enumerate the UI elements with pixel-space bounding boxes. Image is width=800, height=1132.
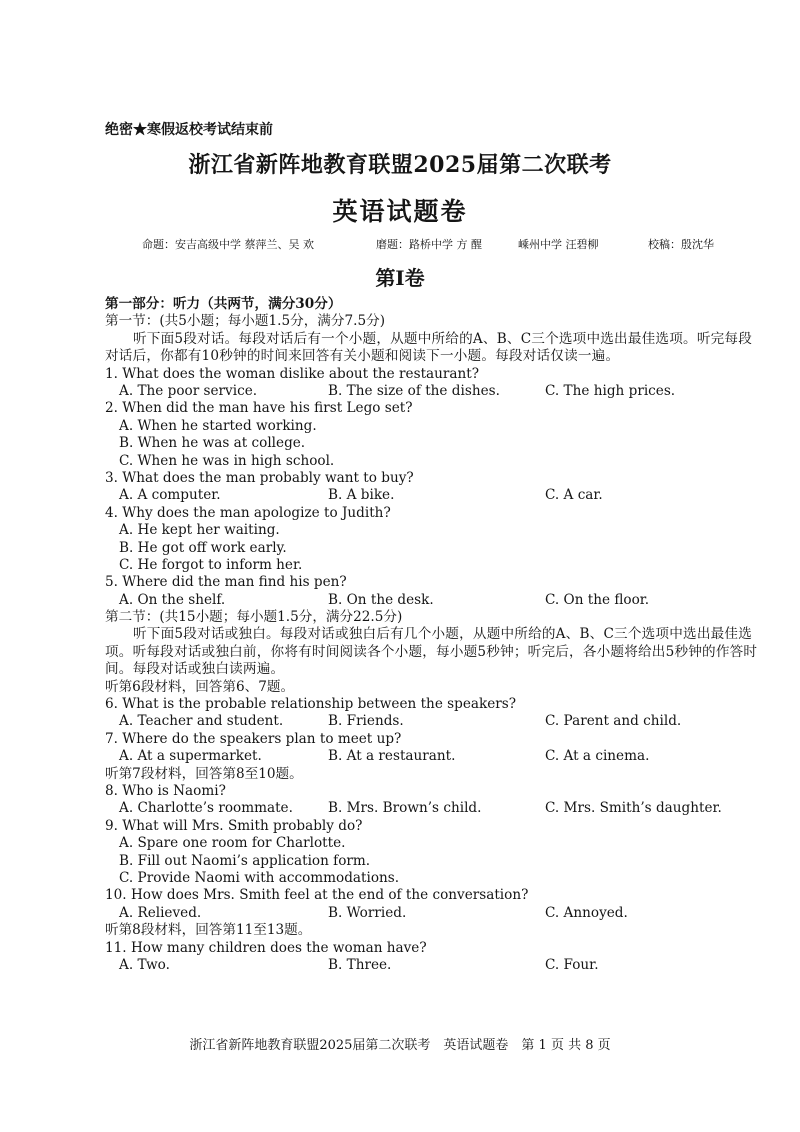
credit-reviewer-2: 嵊州中学 汪碧柳 <box>518 238 599 251</box>
option-a: A. Relieved. <box>119 904 202 921</box>
option-c: C. Four. <box>545 956 599 973</box>
question-options <box>105 713 765 730</box>
option-c: C. On the floor. <box>545 591 650 608</box>
question-stem: 6. What is the probable relationship between the speakers? <box>105 696 517 713</box>
option-b: B. A bike. <box>328 487 395 504</box>
question-options <box>105 592 765 609</box>
question-stem: 9. What will Mrs. Smith probably do? <box>105 817 363 834</box>
option-a: A. On the shelf. <box>119 591 226 608</box>
option-a: A. The poor service. <box>119 382 258 399</box>
confidential-label: 绝密★寒假返校考试结束前 <box>105 122 273 138</box>
option-a: A. Two. <box>119 956 170 973</box>
volume-heading: 第Ⅰ卷 <box>375 266 425 290</box>
option-a: A. Charlotte’s roommate. <box>119 800 293 817</box>
credit-author: 命题：安吉高级中学 蔡萍兰、吴 欢 <box>142 238 314 251</box>
option-c: C. Parent and child. <box>545 713 682 730</box>
question-options <box>105 957 765 974</box>
question-stem: 3. What does the man probably want to buy? <box>105 469 414 486</box>
question-stem: 8. Who is Naomi? <box>105 783 226 800</box>
option-b: B. Worried. <box>328 904 407 921</box>
question-stem: 5. Where did the man find his pen? <box>105 574 347 591</box>
option-b: B. The size of the dishes. <box>328 382 500 399</box>
question-options <box>105 748 765 765</box>
option-c: C. When he was in high school. <box>119 452 335 469</box>
option-b: B. On the desk. <box>328 591 434 608</box>
section-heading: 第二节：(共15小题；每小题1.5分，满分22.5分) <box>105 609 403 626</box>
exam-subtitle: 英语试题卷 <box>332 197 468 226</box>
credit-reviewer-1: 磨题：路桥中学 方 醒 <box>376 238 482 251</box>
option-c: C. Mrs. Smith’s daughter. <box>545 800 722 817</box>
option-b: B. He got off work early. <box>119 539 287 556</box>
option-a: A. A computer. <box>119 487 221 504</box>
question-stem: 1. What does the woman dislike about the restaurant? <box>105 365 479 382</box>
option-b: B. Mrs. Brown’s child. <box>328 800 482 817</box>
option-a: A. Teacher and student. <box>119 713 284 730</box>
question-stem: 11. How many children does the woman have? <box>105 939 427 956</box>
option-b: B. Fill out Naomi’s application form. <box>119 852 371 869</box>
page-footer: 浙江省新阵地教育联盟2025届第二次联考 英语试题卷 第 1 页 共 8 页 <box>189 1038 611 1053</box>
option-a: A. When he started working. <box>119 417 317 434</box>
question-options <box>105 383 765 400</box>
question-stem: 2. When did the man have his first Lego set? <box>105 400 413 417</box>
question-options <box>105 905 765 922</box>
question-options <box>105 800 765 817</box>
section-heading: 第一节：(共5小题；每小题1.5分，满分7.5分) <box>105 313 385 330</box>
option-c: C. Annoyed. <box>545 904 628 921</box>
question-stem: 10. How does Mrs. Smith feel at the end of the conversation? <box>105 887 529 904</box>
exam-content <box>105 296 765 974</box>
option-b: B. Friends. <box>328 713 404 730</box>
section-instructions: 听下面5段对话。每段对话后有一个小题，从题中所给的A、B、C三个选项中选出最佳选项。听完每段对话后，你都有10秒钟的时间来回答有关小题和阅读下一小题。每段对话仅读一遍。 <box>105 330 752 365</box>
material-note: 听第6段材料，回答第6、7题。 <box>105 678 295 695</box>
option-a: A. Spare one room for Charlotte. <box>119 835 346 852</box>
option-c: C. At a cinema. <box>545 748 650 765</box>
option-b: B. At a restaurant. <box>328 748 456 765</box>
part-heading: 第一部分：听力（共两节，满分30分） <box>105 296 342 312</box>
question-options <box>105 487 765 504</box>
exam-title: 浙江省新阵地教育联盟2025届第二次联考 <box>188 152 612 178</box>
question-stem: 7. Where do the speakers plan to meet up? <box>105 730 402 747</box>
option-c: C. Provide Naomi with accommodations. <box>119 869 400 886</box>
material-note: 听第7段材料，回答第8至10题。 <box>105 765 303 782</box>
section-instructions: 听下面5段对话或独白。每段对话或独白后有几个小题，从题中所给的A、B、C三个选项中选出最佳选项。听每段对话或独白前，你将有时间阅读各个小题，每小题5秒钟；听完后，各小题将给出5秒钟的作答时间。每段对话或独白读两遍。 <box>105 626 758 678</box>
option-b: B. Three. <box>328 956 392 973</box>
question-stem: 4. Why does the man apologize to Judith? <box>105 504 391 521</box>
option-b: B. When he was at college. <box>119 435 306 452</box>
credit-proofreader: 校稿：殷沈华 <box>648 238 714 251</box>
material-note: 听第8段材料，回答第11至13题。 <box>105 922 312 939</box>
option-c: C. The high prices. <box>545 382 676 399</box>
option-c: C. A car. <box>545 487 603 504</box>
option-a: A. At a supermarket. <box>119 748 262 765</box>
option-c: C. He forgot to inform her. <box>119 556 303 573</box>
option-a: A. He kept her waiting. <box>119 522 280 539</box>
